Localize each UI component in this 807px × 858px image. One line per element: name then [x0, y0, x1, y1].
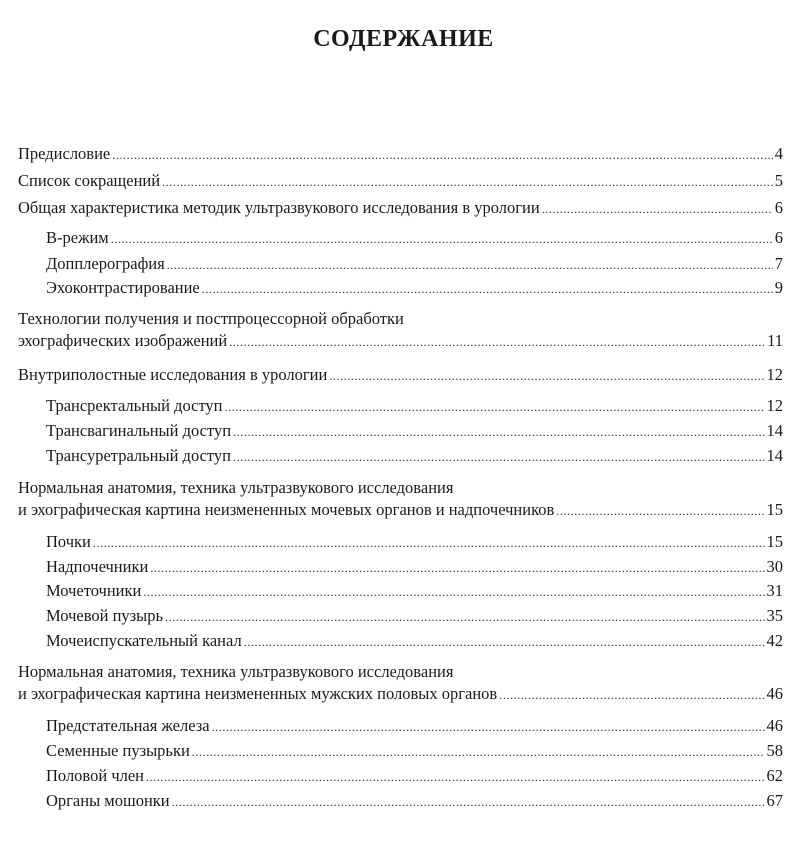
dot-leader	[212, 715, 765, 738]
toc-entry-urinary-organs	[18, 477, 783, 521]
toc-subentry-adrenals	[18, 556, 783, 578]
toc-page-number: 6	[774, 228, 783, 247]
toc-page-number: 14	[766, 421, 783, 440]
toc-page-number: 12	[766, 365, 783, 384]
toc-entry-label: Почки	[46, 532, 91, 551]
toc-page-number: 30	[766, 557, 783, 576]
toc-page-number: 46	[766, 684, 783, 703]
toc-entry-label: и эхографическая картина неизмененных мужских половых органов	[18, 684, 498, 703]
toc-page-number: 14	[766, 446, 783, 465]
toc-page-number: 12	[766, 396, 783, 415]
toc-entry-abbreviations	[18, 170, 783, 192]
dot-leader	[150, 556, 764, 579]
dot-leader	[225, 395, 765, 418]
toc-entry-label: Семенные пузырьки	[46, 741, 190, 760]
dot-leader	[112, 143, 773, 166]
toc-entry-label: Органы мошонки	[46, 791, 170, 810]
dot-leader	[202, 277, 773, 300]
toc-entry-label-line1: Нормальная анатомия, техника ультразвукового исследования	[18, 478, 454, 497]
toc-page-number: 9	[774, 278, 783, 297]
toc-entry-label: Общая характеристика методик ультразвукового исследования в урологии	[18, 198, 540, 217]
toc-page-number: 46	[766, 716, 783, 735]
toc-subentry-scrotal-organs	[18, 790, 783, 812]
page-title: СОДЕРЖАНИЕ	[313, 26, 494, 52]
toc-entry-preface	[18, 143, 783, 165]
toc-page-number: 35	[766, 606, 783, 625]
toc-entry-image-processing	[18, 308, 783, 352]
toc-entry-label: Мочеточники	[46, 581, 142, 600]
toc-page-number: 11	[767, 331, 783, 350]
toc-page-number: 15	[766, 500, 783, 519]
toc-subentry-bladder	[18, 605, 783, 627]
toc-entry-label: и эхографическая картина неизмененных мочевых органов и надпочечников	[18, 500, 555, 519]
toc-entry-label: Предстательная железа	[46, 716, 210, 735]
toc-subentry-kidneys	[18, 531, 783, 553]
dot-leader	[233, 445, 765, 468]
toc-subentry-doppler	[18, 253, 783, 275]
dot-leader	[165, 605, 764, 628]
toc-entry-male-genital-organs	[18, 661, 783, 705]
dot-leader	[499, 683, 764, 706]
toc-entry-label-line1: Нормальная анатомия, техника ультразвукового исследования	[18, 662, 454, 681]
toc-subentry-prostate	[18, 715, 783, 737]
toc-page-number: 31	[766, 581, 783, 600]
dot-leader	[233, 420, 764, 443]
toc-subentry-urethra	[18, 630, 783, 652]
toc-subentry-contrast	[18, 277, 783, 299]
toc-page-number: 7	[774, 254, 783, 273]
toc-entry-label: Список сокращений	[18, 171, 161, 190]
toc-subentry-b-mode	[18, 227, 783, 249]
toc-entry-label: эхографических изображений	[18, 331, 228, 350]
toc-entry-methods	[18, 197, 783, 219]
toc-subentry-ureters	[18, 580, 783, 602]
toc-page-number: 67	[766, 791, 783, 810]
dot-leader	[172, 790, 765, 813]
dot-leader	[146, 765, 764, 788]
toc-entry-label: Мочеиспускательный канал	[46, 631, 242, 650]
toc-entry-label-line1: Технологии получения и постпроцессорной обработки	[18, 309, 404, 328]
toc-subentry-transrectal	[18, 395, 783, 417]
toc-subentry-penis	[18, 765, 783, 787]
toc-page-number: 58	[766, 741, 783, 760]
toc-entry-label: В-режим	[46, 228, 109, 247]
dot-leader	[162, 170, 773, 193]
toc-page-number: 15	[766, 532, 783, 551]
toc-entry-label: Мочевой пузырь	[46, 606, 164, 625]
toc-subentry-seminal-vesicles	[18, 740, 783, 762]
dot-leader	[167, 253, 773, 276]
dot-leader	[542, 197, 773, 220]
dot-leader	[244, 630, 765, 653]
dot-leader	[143, 580, 764, 603]
toc-subentry-transurethral	[18, 445, 783, 467]
toc-entry-label: Эхоконтрастирование	[46, 278, 200, 297]
toc-subentry-transvaginal	[18, 420, 783, 442]
dot-leader	[111, 227, 773, 250]
dot-leader	[93, 531, 765, 554]
dot-leader	[556, 499, 764, 522]
toc-entry-label: Надпочечники	[46, 557, 149, 576]
toc-entry-label: Трансвагинальный доступ	[46, 421, 232, 440]
toc-entry-label: Допплерография	[46, 254, 165, 273]
toc-entry-label: Половой член	[46, 766, 145, 785]
toc-page-number: 6	[774, 198, 783, 217]
toc-page-number: 4	[774, 144, 783, 163]
dot-leader	[229, 330, 765, 353]
dot-leader	[329, 364, 764, 387]
toc-page-number: 5	[774, 171, 783, 190]
toc-page-number: 42	[766, 631, 783, 650]
toc-entry-label: Внутриполостные исследования в урологии	[18, 365, 328, 384]
toc-entry-intracavitary	[18, 364, 783, 386]
toc-page-number: 62	[766, 766, 783, 785]
toc-entry-label: Трансуретральный доступ	[46, 446, 231, 465]
dot-leader	[192, 740, 765, 763]
toc-entry-label: Предисловие	[18, 144, 111, 163]
toc-entry-label: Трансректальный доступ	[46, 396, 223, 415]
